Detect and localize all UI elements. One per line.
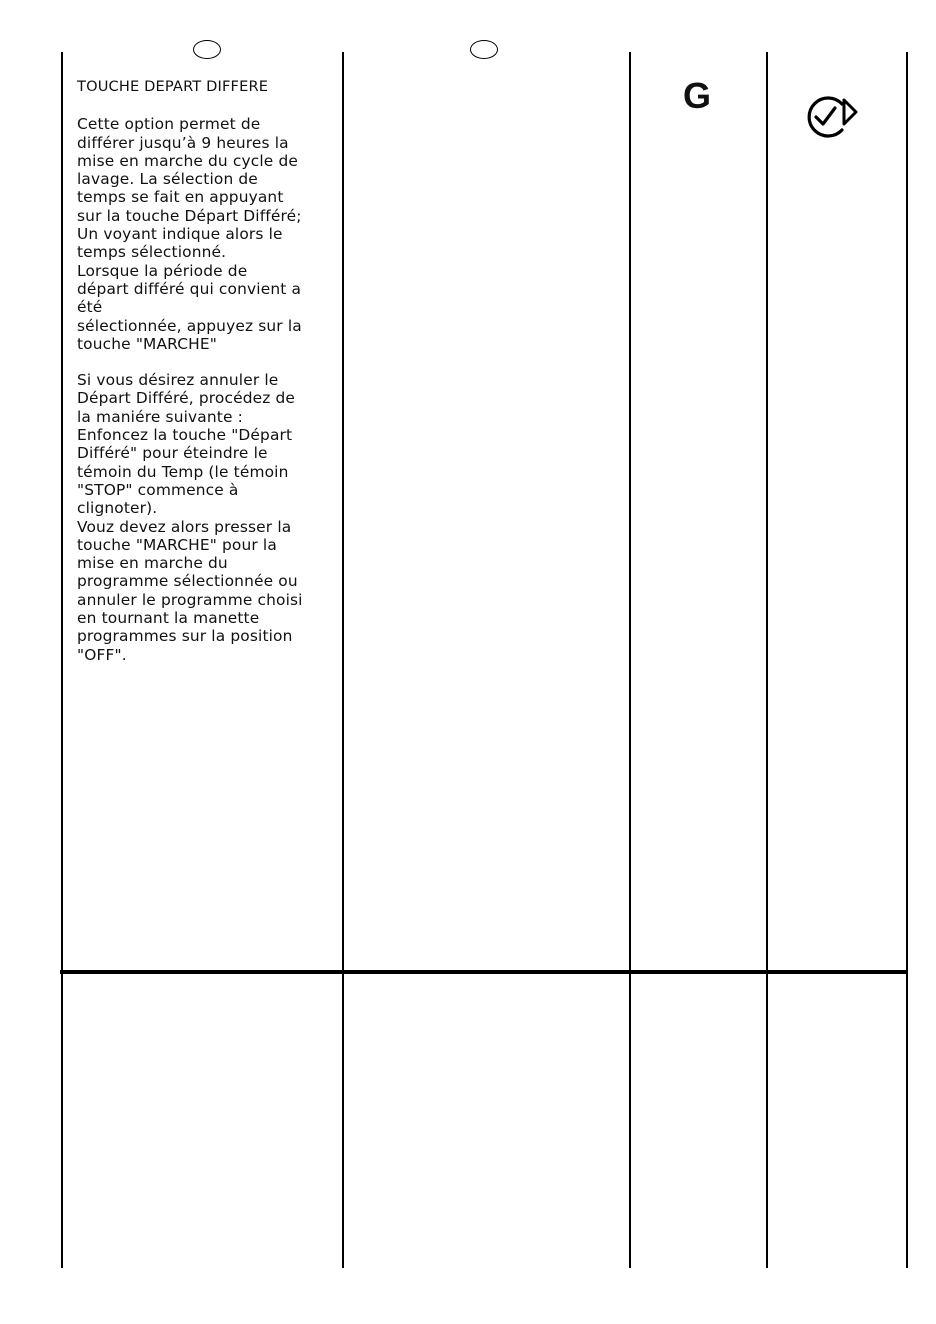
column-divider-right	[906, 52, 908, 1268]
column-divider-3	[766, 52, 768, 1268]
instruction-text-column	[77, 78, 339, 682]
section-title: TOUCHE DEPART DIFFERE	[77, 78, 269, 95]
section-divider	[60, 970, 908, 974]
column-divider-2	[629, 52, 631, 1268]
delayed-start-timer-icon	[804, 96, 860, 142]
language-marker-col2	[470, 40, 498, 59]
paragraph-cancel: Si vous désirez annuler le Départ Différé, procédez de la maniére suivante : Enfoncez la touche "Départ Différé" pour éteindre le témoin du Temp (le témoin "STOP" commence à clignoter). Vouz devez alors presser la touche "MARCHE" pour la mise en marche du programme sélectionnée ou annuler le programme choisi en tournant la manette programmes sur la position "OFF".	[77, 371, 303, 664]
paragraph-description: Cette option permet de différer jusqu’à 9 heures la mise en marche du cycle de lavage. La sélection de temps se fait en appuyant sur la touche Départ Différé; Un voyant indique alors le temps sélectionné. Lorsque la période de départ différé qui convient a été sélectionnée, appuyez sur la touche "MARCHE"	[77, 115, 302, 353]
column-divider-left	[61, 52, 63, 1268]
column-divider-1	[342, 52, 344, 1268]
button-letter-label: G	[683, 75, 712, 116]
language-marker-col1	[193, 40, 221, 59]
